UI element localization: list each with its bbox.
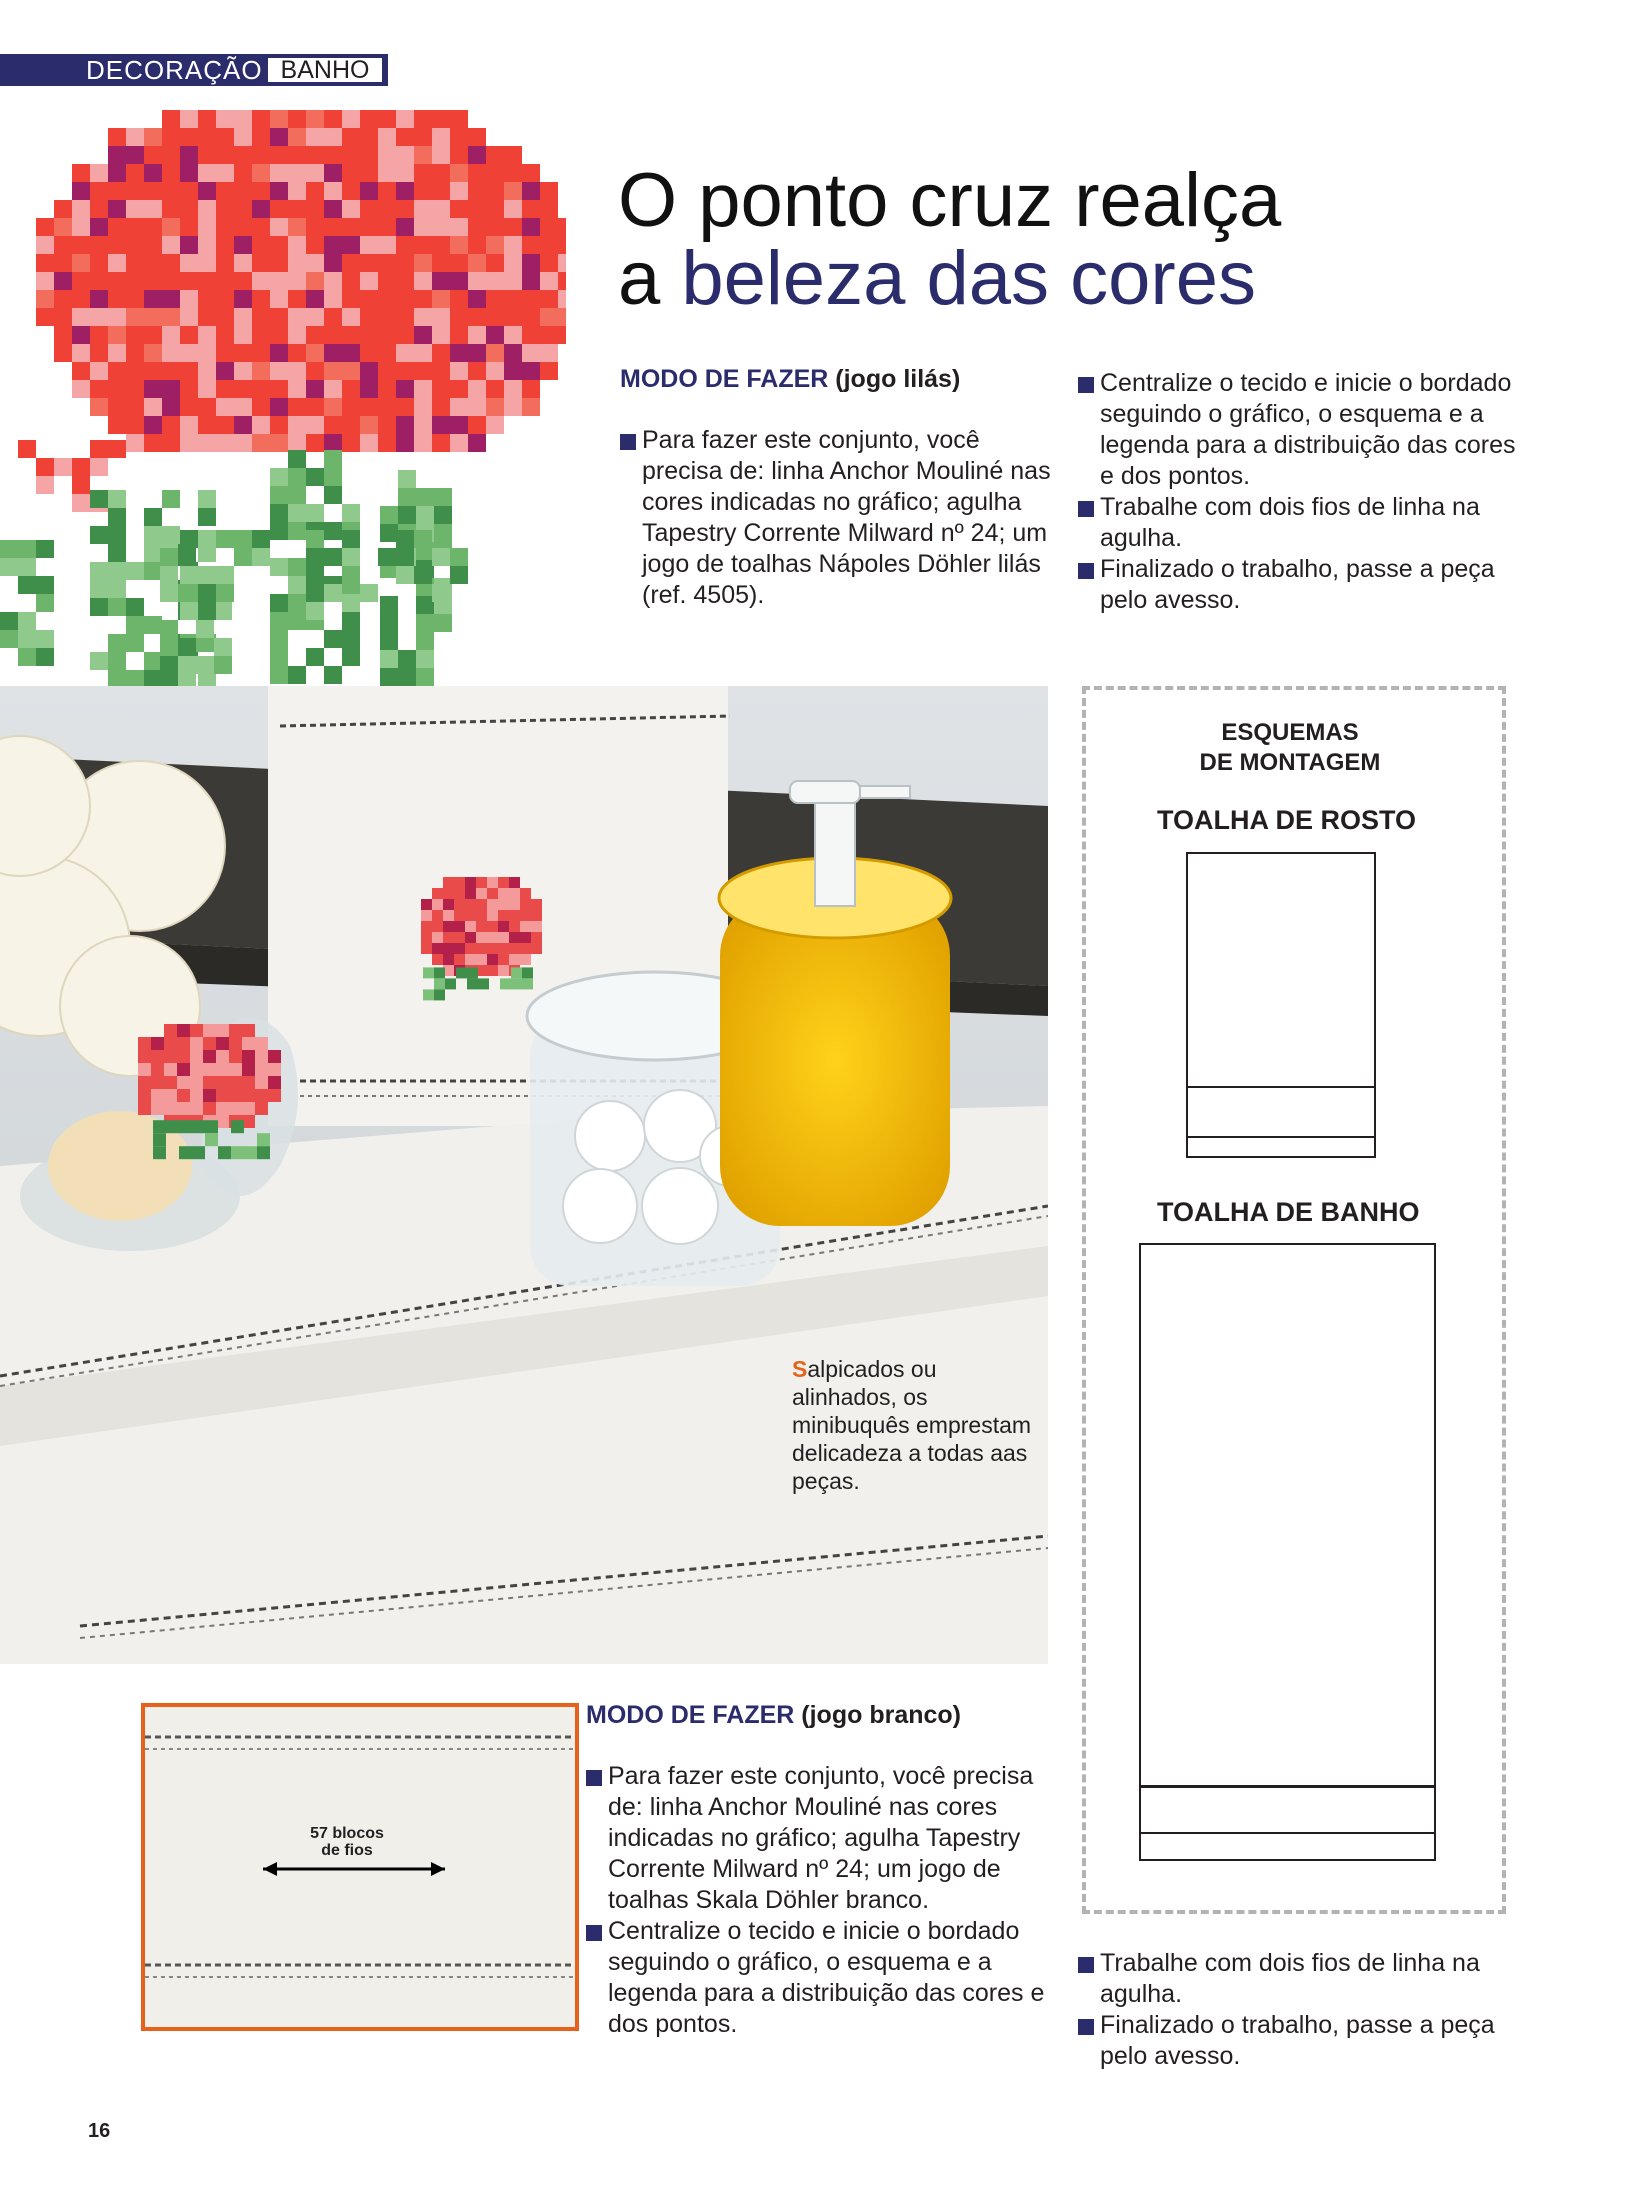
face-towel-diagram (1186, 852, 1376, 1158)
white-heading: MODO DE FAZER (jogo branco) (586, 1701, 961, 1729)
face-towel-label: TOALHA DE ROSTO (1157, 805, 1417, 835)
page-number: 16 (88, 2120, 111, 2142)
lilac-instructions-2 (1078, 368, 1524, 616)
schema-title: ESQUEMAS DE MONTAGEM (1199, 719, 1381, 776)
towels-photo-illustration (0, 686, 1048, 1664)
lilac-item-1: Para fazer este conjunto, você precisa de: linha Anchor Mouliné nas cores indicadas no gráfico; agulha Tapestry Corrente Milward nº 24; um jogo de toalhas Nápoles Döhler lilás (ref. 4505). (620, 425, 1060, 611)
lilac-item-2: Centralize o tecido e inicie o bordado seguindo o gráfico, o esquema e a legenda para a distribuição das cores e dos pontos. (1078, 368, 1524, 492)
white-instructions (586, 1700, 1056, 2040)
lilac-heading: MODO DE FAZER (jogo lilás) (620, 365, 961, 393)
bath-towel-label: TOALHA DE BANHO (1157, 1197, 1420, 1227)
bath-towel-diagram (1139, 1243, 1436, 1861)
title-line-1: O ponto cruz realça (618, 158, 1282, 243)
white-instructions-2 (1078, 1948, 1498, 2072)
lilac-item-3: Trabalhe com dois fios de linha na agulha. (1078, 492, 1524, 554)
cross-stitch-red-flower (0, 110, 566, 686)
cross-stitch-yellow-flower (1458, 1665, 1644, 2205)
section-subcategory: BANHO (266, 56, 384, 84)
towels-photo (0, 686, 1048, 1664)
title-accent: beleza das cores (681, 236, 1256, 321)
lilac-item-4: Finalizado o trabalho, passe a peça pelo avesso. (1078, 554, 1524, 616)
lilac-instructions-1 (620, 364, 1060, 611)
section-category: DECORAÇÃO (86, 55, 263, 85)
title-line-2: a beleza das cores (618, 236, 1256, 321)
inset-distance-label: 57 blocos de fios (310, 1825, 384, 1859)
face-towel-flowers (1188, 1088, 1374, 1136)
white-item-2: Centralize o tecido e inicie o bordado seguindo o gráfico, o esquema e a legenda para a distribuição das cores e dos pontos. (586, 1916, 1056, 2040)
white-item-3: Trabalhe com dois fios de linha na agulha. (1078, 1948, 1498, 2010)
inset-photo-illustration (145, 1707, 575, 2027)
page-title (618, 158, 1282, 321)
inset-photo (141, 1703, 579, 2031)
photo-caption: Salpicados ou alinhados, os minibuquês emprestam delicadeza a todas aas peças. (792, 1356, 1032, 1494)
white-item-4: Finalizado o trabalho, passe a peça pelo avesso. (1078, 2010, 1498, 2072)
bath-towel-flowers (1141, 1788, 1434, 1832)
white-item-1: Para fazer este conjunto, você precisa de: linha Anchor Mouliné nas cores indicadas no gráfico; agulha Tapestry Corrente Milward nº 24; um jogo de toalhas Skala Döhler branco. (586, 1761, 1056, 1916)
